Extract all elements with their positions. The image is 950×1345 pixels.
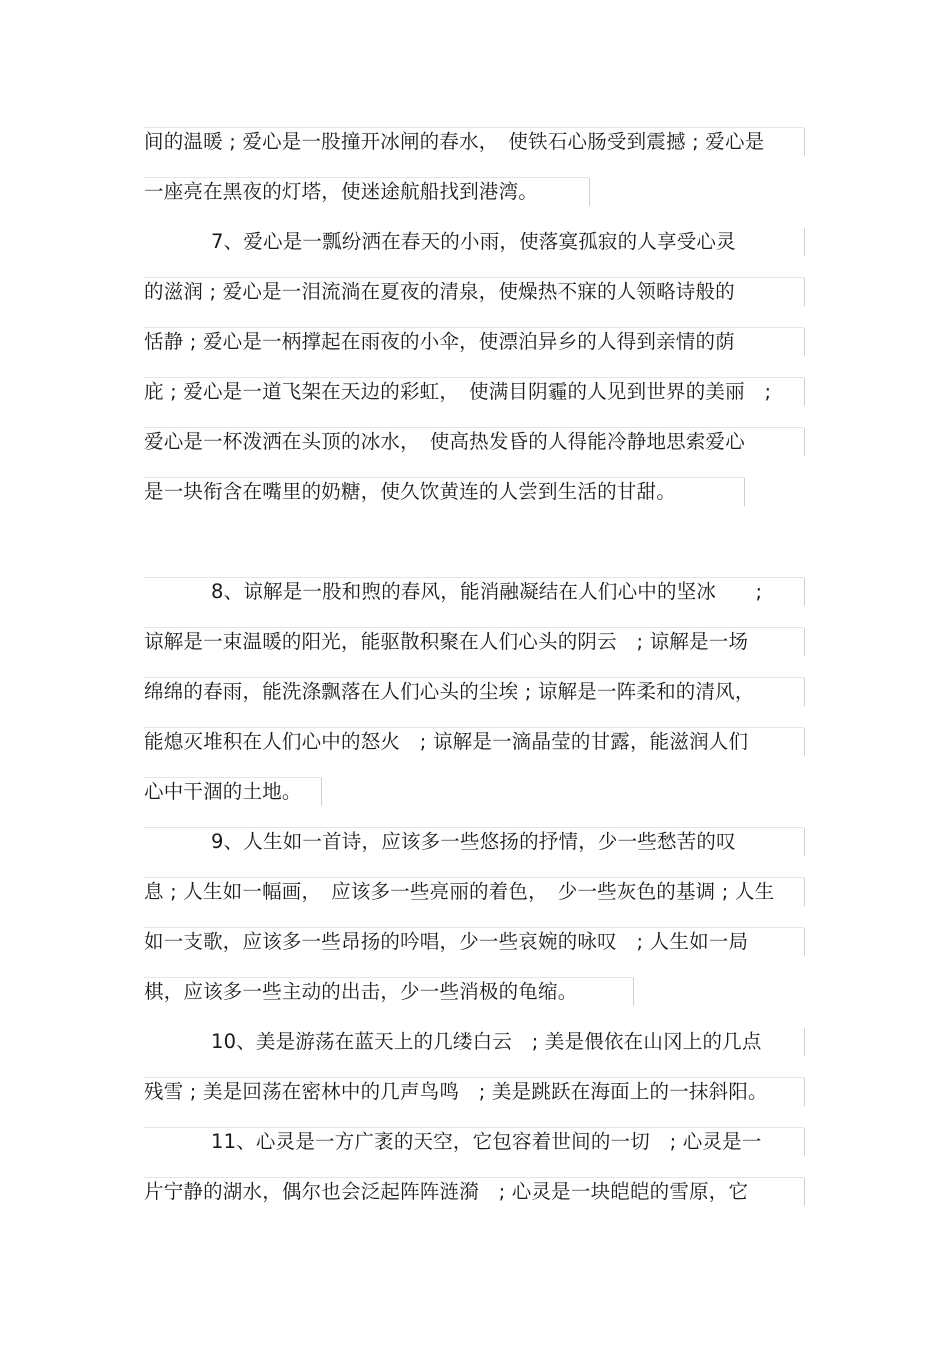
paragraph-line: 9、人生如一首诗，应该多一些悠扬的抒情，少一些愁苦的叹 (211, 830, 736, 853)
paragraph-line: 心中干涸的土地。 (144, 780, 302, 803)
line-edge-mark (804, 1178, 805, 1206)
paragraph-line: 残雪 ; 美是回荡在密林中的几声鸟鸣 ; 美是跳跃在海面上的一抹斜阳。 (144, 1080, 768, 1103)
line-edge-mark (321, 778, 322, 806)
line-edge-mark (804, 828, 805, 856)
line-separator (144, 427, 804, 428)
line-separator (144, 1127, 804, 1128)
paragraph-line: 7、爱心是一瓢纷洒在春天的小雨，使落寞孤寂的人享受心灵 (211, 230, 736, 253)
line-separator (144, 977, 634, 978)
line-separator (144, 827, 804, 828)
line-separator (144, 477, 744, 478)
paragraph-line: 能熄灭堆积在人们心中的怒火 ; 谅解是一滴晶莹的甘露，能滋润人们 (144, 730, 749, 753)
line-separator (144, 277, 804, 278)
paragraph-line: 棋，应该多一些主动的出击，少一些消极的龟缩。 (144, 980, 578, 1003)
line-edge-mark (744, 478, 745, 506)
line-edge-mark (804, 928, 805, 956)
line-separator (144, 127, 804, 128)
paragraph-line: 的滋润 ; 爱心是一泪流淌在夏夜的清泉，使燥热不寐的人领略诗般的 (144, 280, 735, 303)
line-separator (144, 1177, 804, 1178)
line-separator (144, 377, 804, 378)
line-edge-mark (804, 578, 805, 606)
line-edge-mark (589, 178, 590, 206)
line-separator (144, 727, 804, 728)
line-edge-mark (804, 278, 805, 306)
paragraph-line: 爱心是一杯泼洒在头顶的冰水， 使高热发昏的人得能冷静地思索爱心 (144, 430, 745, 453)
line-edge-mark (804, 378, 805, 406)
line-edge-mark (804, 628, 805, 656)
line-edge-mark (804, 128, 805, 156)
paragraph-line: 如一支歌，应该多一些昂扬的吟唱，少一些哀婉的咏叹 ; 人生如一局 (144, 930, 749, 953)
paragraph-line: 片宁静的湖水，偶尔也会泛起阵阵涟漪 ; 心灵是一块皑皑的雪原，它 (144, 1180, 749, 1203)
line-separator (144, 627, 804, 628)
line-edge-mark (804, 328, 805, 356)
line-edge-mark (804, 728, 805, 756)
line-edge-mark (804, 428, 805, 456)
line-edge-mark (804, 878, 805, 906)
paragraph-line: 谅解是一束温暖的阳光，能驱散积聚在人们心头的阴云 ; 谅解是一场 (144, 630, 749, 653)
line-separator (144, 177, 589, 178)
paragraph-line: 10、美是游荡在蓝天上的几缕白云 ; 美是偎依在山冈上的几点 (211, 1030, 762, 1053)
line-separator (144, 777, 322, 778)
line-edge-mark (804, 1128, 805, 1156)
line-separator (144, 927, 804, 928)
line-separator (144, 577, 804, 578)
line-edge-mark (633, 978, 634, 1006)
paragraph-line: 是一块衔含在嘴里的奶糖，使久饮黄连的人尝到生活的甘甜。 (144, 480, 676, 503)
paragraph-line: 庇 ; 爱心是一道飞架在天边的彩虹， 使满目阴霾的人见到世界的美丽 ; (144, 380, 772, 403)
paragraph-line: 间的温暖 ; 爱心是一股撞开冰闸的春水， 使铁石心肠受到震撼 ; 爱心是 (144, 130, 765, 153)
paragraph-line: 息 ; 人生如一幅画， 应该多一些亮丽的着色， 少一些灰色的基调 ; 人生 (144, 880, 775, 903)
line-edge-mark (804, 1078, 805, 1106)
line-edge-mark (804, 228, 805, 256)
line-separator (144, 677, 804, 678)
line-edge-mark (804, 678, 805, 706)
paragraph-line: 恬静 ; 爱心是一柄撑起在雨夜的小伞，使漂泊异乡的人得到亲情的荫 (144, 330, 735, 353)
line-edge-mark (804, 1028, 805, 1056)
paragraph-line: 11、心灵是一方广袤的天空，它包容着世间的一切 ; 心灵是一 (211, 1130, 762, 1153)
paragraph-line: 8、谅解是一股和煦的春风，能消融凝结在人们心中的坚冰 ; (211, 580, 763, 603)
line-separator (144, 877, 804, 878)
paragraph-line: 绵绵的春雨，能洗涤飘落在人们心头的尘埃 ; 谅解是一阵柔和的清风， (144, 680, 755, 703)
line-separator (144, 1077, 804, 1078)
paragraph-line: 一座亮在黑夜的灯塔，使迷途航船找到港湾。 (144, 180, 539, 203)
line-separator (144, 327, 804, 328)
